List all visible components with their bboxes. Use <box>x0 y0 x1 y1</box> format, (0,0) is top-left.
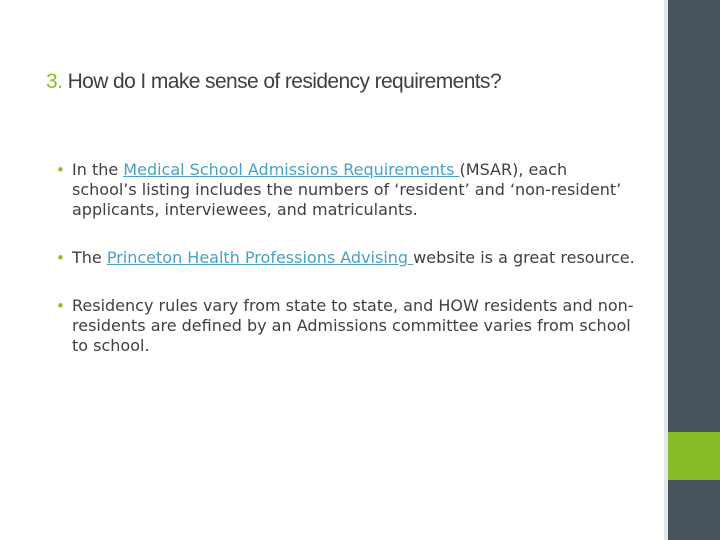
bullet-text-after: website is a great resource. <box>413 248 635 267</box>
sidebar-panel <box>668 0 720 432</box>
bullet-text-before: The <box>72 248 107 267</box>
bullet-item-princeton <box>56 248 636 268</box>
bullet-list <box>56 160 636 384</box>
sidebar-panel-bottom <box>668 480 720 540</box>
title-text: How do I make sense of residency requirements? <box>62 70 502 93</box>
bullet-item-msar <box>56 160 636 220</box>
bullet-icon: • <box>56 297 65 315</box>
bullet-text-before: In the <box>72 160 124 179</box>
bullet-icon: • <box>56 161 65 179</box>
bullet-icon: • <box>56 249 65 267</box>
bullet-item-residency-rules <box>56 296 636 356</box>
title-number: 3. <box>46 70 63 93</box>
princeton-advising-link[interactable]: Princeton Health Professions Advising <box>106 248 414 267</box>
slide-title <box>46 70 646 94</box>
sidebar-accent-block <box>668 432 720 480</box>
bullet-text: Residency rules vary from state to state, and HOW residents and non-residents are defined by an Admissions committee varies from school to school. <box>72 296 634 355</box>
bullet-text-after: (MSAR), each school’s listing includes the numbers of ‘resident’ and ‘non-resident’ applicants, interviewees, and matriculants. <box>72 160 622 219</box>
msar-link[interactable]: Medical School Admissions Requirements <box>123 160 460 179</box>
